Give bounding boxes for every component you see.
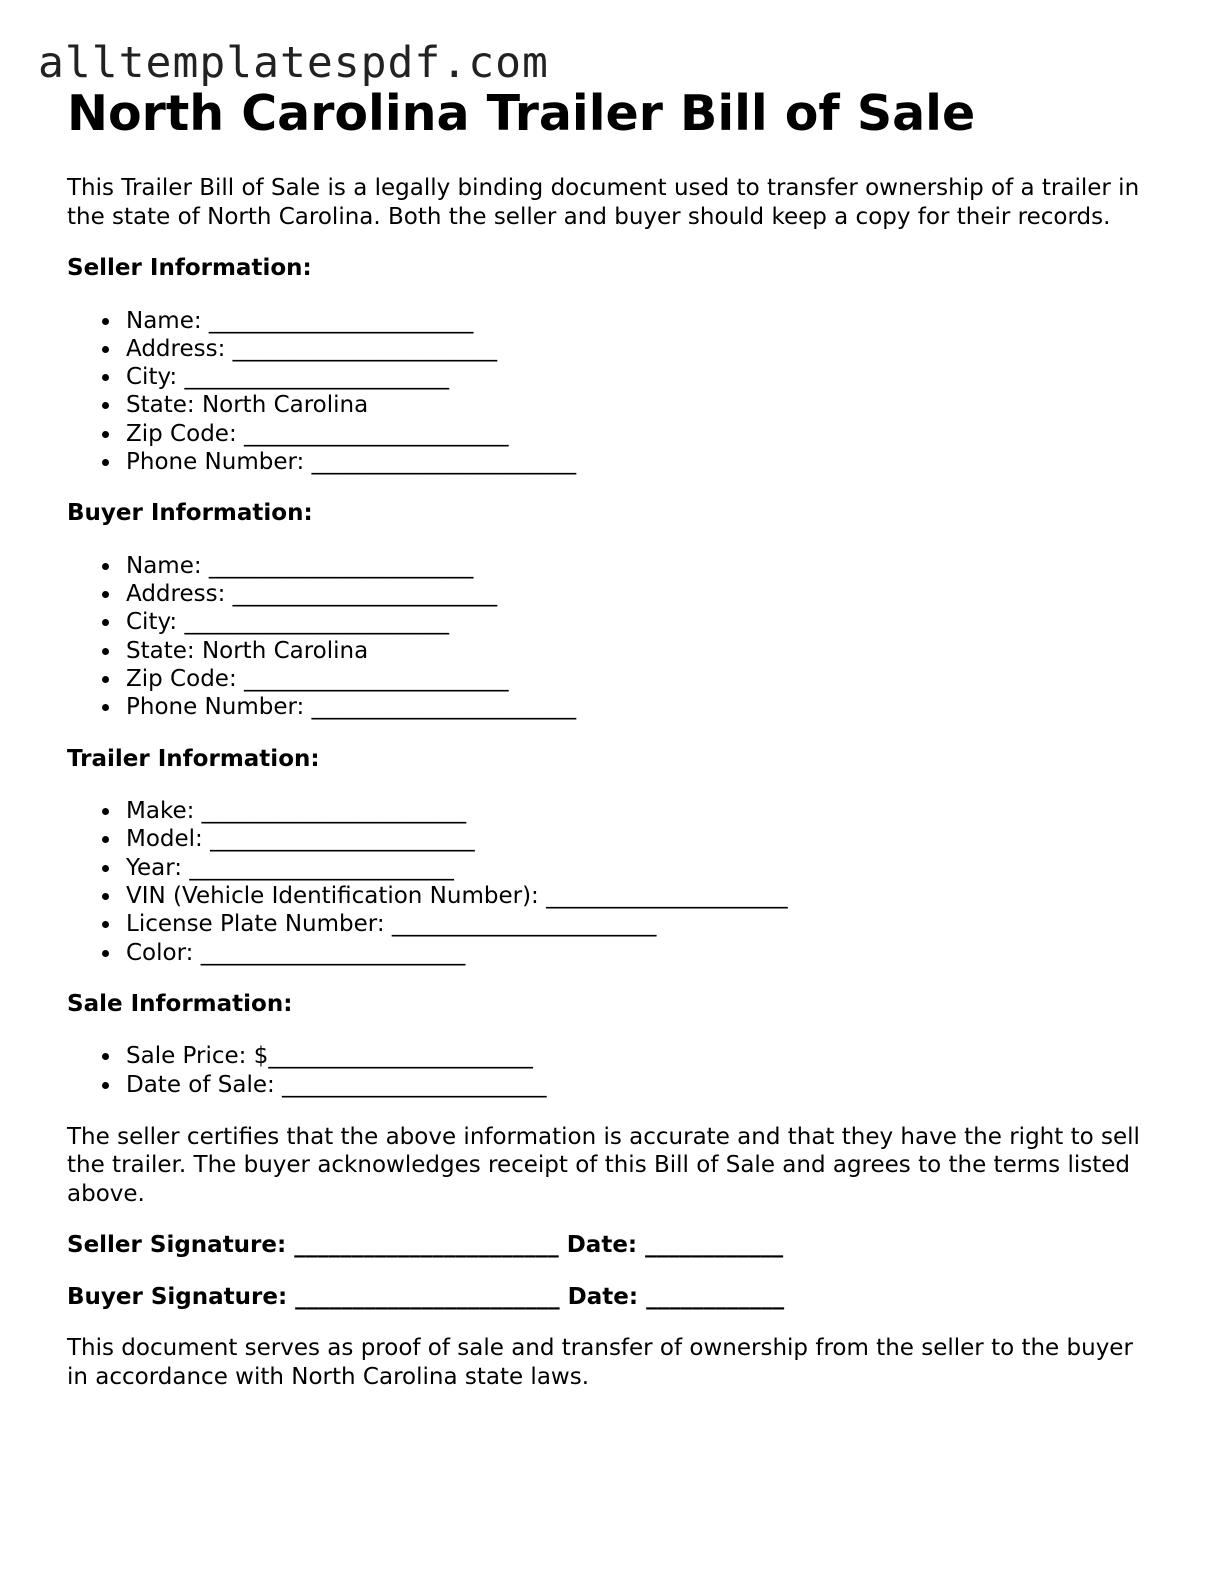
buyer-address-field: Address: _______________________ <box>126 580 1157 608</box>
sale-section-heading: Sale Information: <box>67 990 293 1017</box>
seller-zip-field: Zip Code: _______________________ <box>126 420 1157 448</box>
seller-address-field: Address: _______________________ <box>126 335 1157 363</box>
trailer-fields-list <box>67 797 1157 967</box>
buyer-zip-field: Zip Code: _______________________ <box>126 665 1157 693</box>
buyer-name-field: Name: _______________________ <box>126 552 1157 580</box>
trailer-make-field: Make: _______________________ <box>126 797 1157 825</box>
seller-city-field: City: _______________________ <box>126 363 1157 391</box>
watermark: alltemplatespdf.com <box>38 38 549 88</box>
intro-paragraph: This Trailer Bill of Sale is a legally binding document used to transfer ownership of a trailer in the state of North Carolina. Both the seller and buyer should keep a copy for their records. <box>67 175 1140 230</box>
seller-signature-line: Seller Signature: _______________________ Date: ____________ <box>67 1232 784 1259</box>
seller-phone-field: Phone Number: _______________________ <box>126 448 1157 476</box>
buyer-phone-field: Phone Number: _______________________ <box>126 693 1157 721</box>
certification-paragraph: The seller certifies that the above information is accurate and that they have the right to sell the trailer. The buyer acknowledges receipt of this Bill of Sale and agrees to the terms listed above. <box>67 1123 1140 1207</box>
buyer-state-field: State: North Carolina <box>126 637 1157 665</box>
trailer-section-heading: Trailer Information: <box>67 745 320 772</box>
seller-name-field: Name: _______________________ <box>126 307 1157 335</box>
seller-state-field: State: North Carolina <box>126 391 1157 419</box>
seller-fields-list <box>67 307 1157 477</box>
buyer-fields-list <box>67 552 1157 722</box>
closing-paragraph: This document serves as proof of sale and transfer of ownership from the seller to the buyer in accordance with North Carolina state laws. <box>67 1335 1133 1390</box>
trailer-year-field: Year: _______________________ <box>126 854 1157 882</box>
buyer-section-heading: Buyer Information: <box>67 500 313 527</box>
buyer-city-field: City: _______________________ <box>126 608 1157 636</box>
sale-date-field: Date of Sale: _______________________ <box>126 1071 1157 1099</box>
sale-fields-list <box>67 1042 1157 1099</box>
bill-of-sale-document <box>67 84 1157 1391</box>
trailer-license-plate-field: License Plate Number: _______________________ <box>126 910 1157 938</box>
seller-section-heading: Seller Information: <box>67 255 312 281</box>
trailer-color-field: Color: _______________________ <box>126 939 1157 967</box>
page-title: North Carolina Trailer Bill of Sale <box>67 85 976 142</box>
trailer-model-field: Model: _______________________ <box>126 825 1157 853</box>
buyer-signature-line: Buyer Signature: _______________________ Date: ____________ <box>67 1283 785 1310</box>
sale-price-field: Sale Price: $_______________________ <box>126 1042 1157 1070</box>
trailer-vin-field: VIN (Vehicle Identification Number): _____________________ <box>126 882 1157 910</box>
